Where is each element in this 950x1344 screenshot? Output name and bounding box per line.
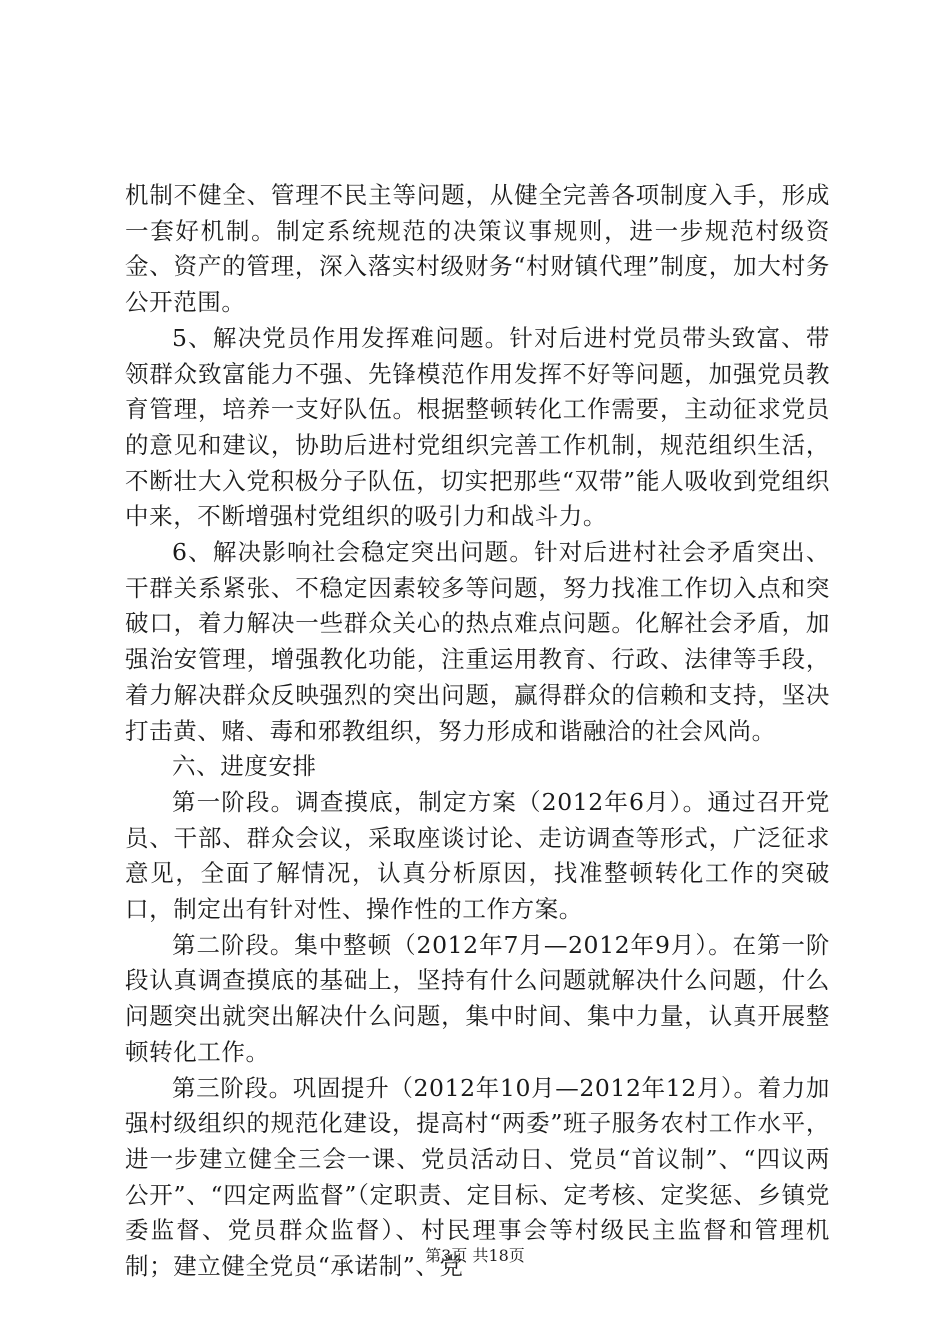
page-number: 第3页 共18页 bbox=[425, 1246, 525, 1265]
paragraph-5: 第二阶段。集中整顿（2012年7月—2012年9月）。在第一阶段认真调查摸底的基础上，坚持有什么问题就解决什么问题，什么问题突出就突出解决什么问题，集中时间、集中力量，认真开展整顿转化工作。 bbox=[125, 930, 830, 1066]
paragraph-6: 第三阶段。巩固提升（2012年10月—2012年12月）。着力加强村级组织的规范化建设，提高村“两委”班子服务农村工作水平，进一步建立健全三会一课、党员活动日、党员“首议制”、“四议两公开”、“四定两监督”（定职责、定目标、定考核、定奖惩、乡镇党委监督、党员群众监督）、村民理事会等村级民主监督和管理机制；建立健全党员“承诺制”、党 bbox=[125, 1073, 830, 1281]
document-body bbox=[125, 178, 830, 1285]
paragraph-4: 第一阶段。调查摸底，制定方案（2012年6月）。通过召开党员、干部、群众会议，采取座谈讨论、走访调查等形式，广泛征求意见，全面了解情况，认真分析原因，找准整顿转化工作的突破口，制定出有针对性、操作性的工作方案。 bbox=[125, 787, 830, 924]
paragraph-2: 5、解决党员作用发挥难问题。针对后进村党员带头致富、带领群众致富能力不强、先锋模范作用发挥不好等问题，加强党员教育管理，培养一支好队伍。根据整顿转化工作需要，主动征求党员的意见和建议，协助后进村党组织完善工作机制，规范组织生活，不断壮大入党积极分子队伍，切实把那些“双带”能人吸收到党组织中来，不断增强村党组织的吸引力和战斗力。 bbox=[125, 323, 830, 531]
paragraph-1: 机制不健全、管理不民主等问题，从健全完善各项制度入手，形成一套好机制。制定系统规范的决策议事规则，进一步规范村级资金、资产的管理，深入落实村级财务“村财镇代理”制度，加大村务公开范围。 bbox=[125, 181, 830, 317]
section-heading: 六、进度安排 bbox=[172, 752, 317, 781]
paragraph-3: 6、解决影响社会稳定突出问题。针对后进村社会矛盾突出、干群关系紧张、不稳定因素较多等问题，努力找准工作切入点和突破口，着力解决一些群众关心的热点难点问题。化解社会矛盾，加强治安管理，增强教化功能，注重运用教育、行政、法律等手段，着力解决群众反映强烈的突出问题，赢得群众的信赖和支持，坚决打击黄、赌、毒和邪教组织，努力形成和谐融洽的社会风尚。 bbox=[125, 538, 830, 745]
page-footer bbox=[0, 1246, 950, 1266]
